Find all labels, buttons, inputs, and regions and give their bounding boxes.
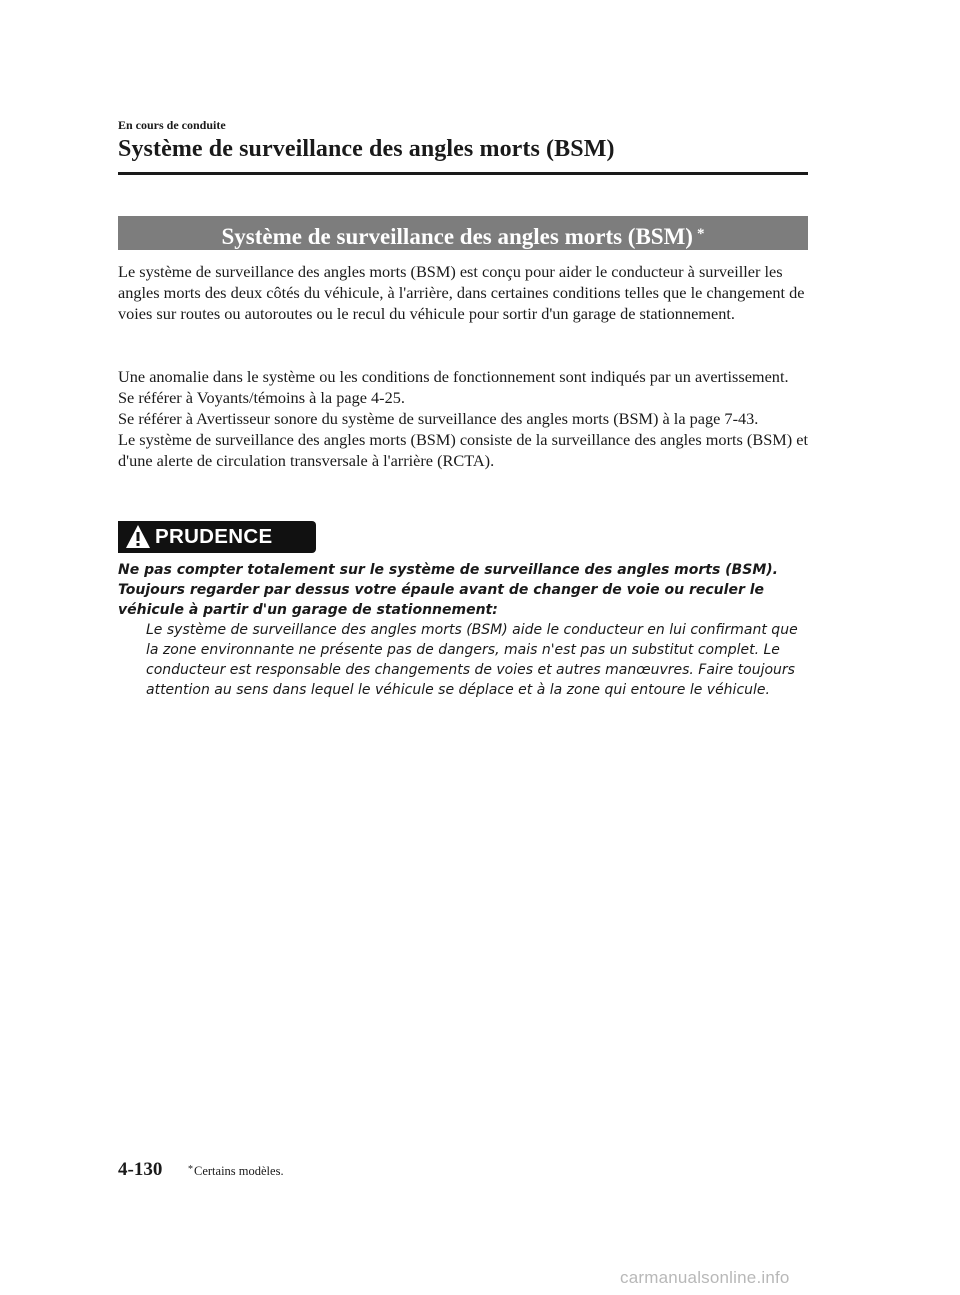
chapter-label: En cours de conduite <box>118 118 226 132</box>
intro-text: Le système de surveillance des angles morts (BSM) est conçu pour aider le conducteur à surveiller les angles morts des deux côtés du véhicule, à l'arrière, dans certaines conditions telles que le changement de voies sur routes ou autoroutes ou le recul du véhicule pour sortir d'un garage de stationnement. <box>118 262 805 323</box>
section-title: Système de surveillance des angles morts (BSM) <box>221 224 693 249</box>
footnote-asterisk-icon: * <box>188 1164 193 1175</box>
caution-label: PRUDENCE <box>155 525 273 548</box>
info-paragraph <box>118 366 808 471</box>
info-line: Le système de surveillance des angles morts (BSM) consiste de la surveillance des angles morts (BSM) et d'une alerte de circulation transversale à l'arrière (RCTA). <box>118 430 808 470</box>
footnote-text: Certains modèles. <box>194 1164 284 1178</box>
intro-paragraph <box>118 261 808 324</box>
page-number: 4-130 <box>118 1159 163 1180</box>
watermark: carmanualsonline.info <box>620 1268 790 1287</box>
reference-link[interactable]: Se référer à Voyants/témoins à la page 4-25. <box>118 388 405 407</box>
section-title-band <box>118 216 808 250</box>
header-rule <box>118 172 808 175</box>
footnote <box>188 1164 284 1179</box>
caution-badge <box>118 521 316 553</box>
caution-heading: Ne pas compter totalement sur le système de surveillance des angles morts (BSM). Toujours regarder par dessus votre épaule avant de changer de voie ou reculer le véhicule à partir d'un garage de stationnement: <box>118 562 778 618</box>
page-title: Système de surveillance des angles morts (BSM) <box>118 136 615 162</box>
model-asterisk-icon: * <box>696 226 705 242</box>
info-line: Une anomalie dans le système ou les conditions de fonctionnement sont indiqués par un avertissement. <box>118 367 789 386</box>
caution-body: Le système de surveillance des angles morts (BSM) aide le conducteur en lui confirmant que la zone environnante ne présente pas de dangers, mais n'est pas un substitut complet. Le conducteur est responsable des changements de voies et autres manœuvres. Faire toujours attention au sens dans lequel le véhicule se déplace et à la zone qui entoure le véhicule. <box>146 622 798 698</box>
reference-link[interactable]: Se référer à Avertisseur sonore du système de surveillance des angles morts (BSM) à la page 7-43. <box>118 409 759 428</box>
warning-triangle-icon <box>125 524 151 550</box>
